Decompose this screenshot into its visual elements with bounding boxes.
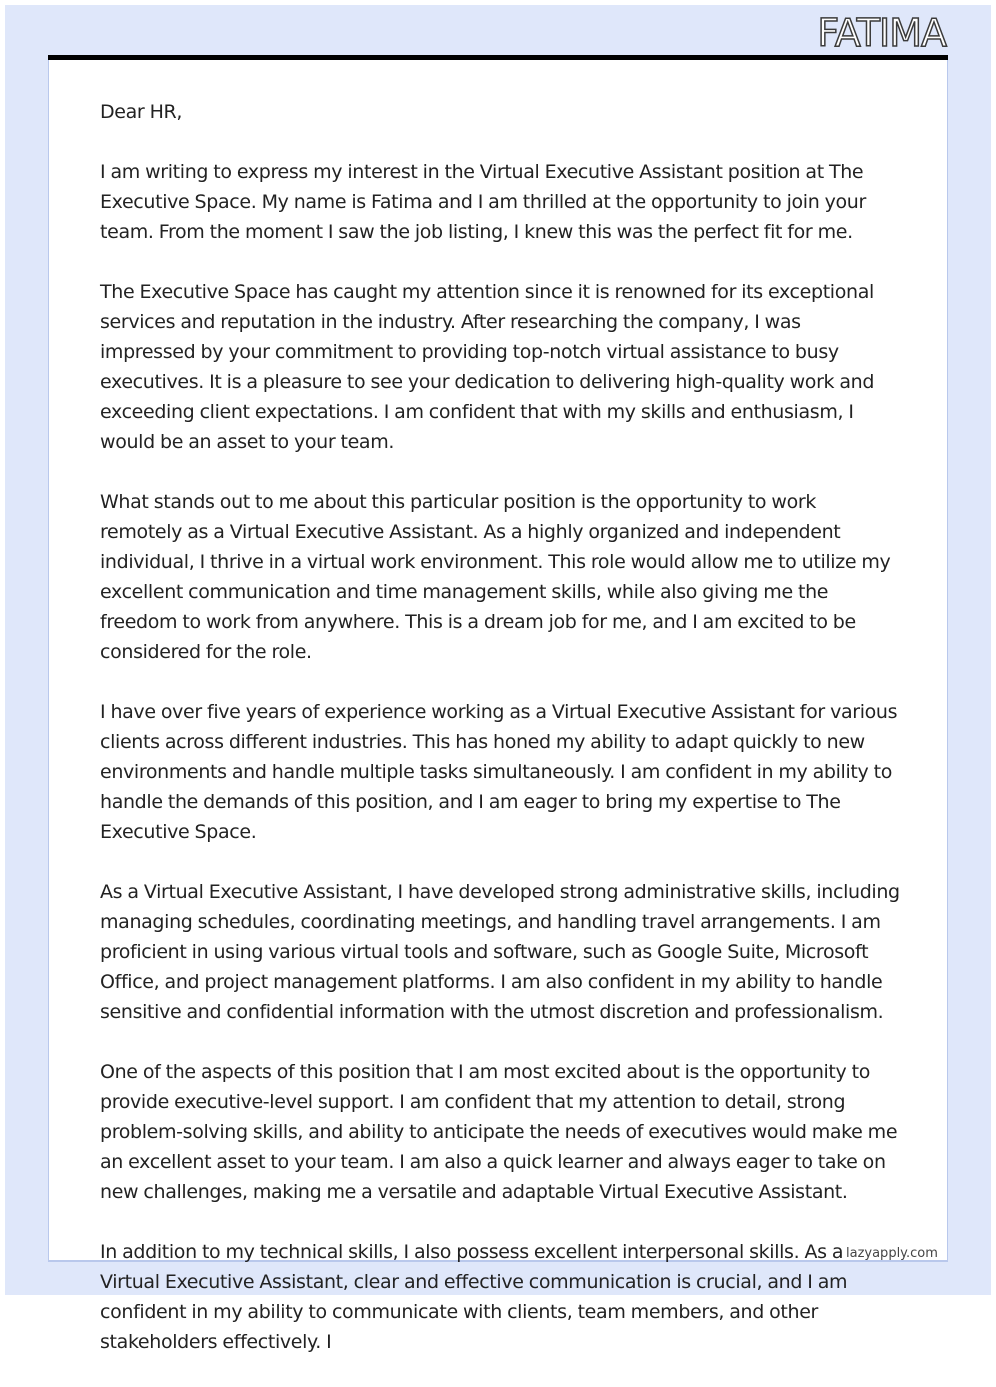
paragraph-4: I have over five years of experience working as a Virtual Executive Assistant for various clients across different industries. This has honed my ability to adapt quickly to new environments and handle multiple tasks simultaneously. I am confident in my ability to handle the demands of this position, and I am eager to bring my expertise to The Executive Space. — [100, 701, 898, 843]
footer-brand: lazyapply.com — [846, 1246, 938, 1261]
letter-body — [100, 97, 900, 1387]
paragraph-5: As a Virtual Executive Assistant, I have developed strong administrative skills, including managing schedules, coordinating meetings, and handling travel arrangements. I am proficient in using various virtual tools and software, such as Google Suite, Microsoft Office, and project management platforms. I am also confident in my ability to handle sensitive and confidential information with the utmost discretion and professionalism. — [100, 881, 900, 1023]
paragraph-7: In addition to my technical skills, I also possess excellent interpersonal skills. As a Virtual Executive Assistant, clear and effective communication is crucial, and I am confident in my ability to communicate with clients, team members, and other stakeholders effectively. I — [100, 1241, 848, 1353]
salutation: Dear HR, — [100, 101, 183, 123]
paragraph-2: The Executive Space has caught my attention since it is renowned for its exceptional services and reputation in the industry. After researching the company, I was impressed by your commitment to providing top-notch virtual assistance to busy executives. It is a pleasure to see your dedication to delivering high-quality work and exceeding client expectations. I am confident that with my skills and enthusiasm, I would be an asset to your team. — [100, 281, 875, 453]
paragraph-6: One of the aspects of this position that I am most excited about is the opportunity to provide executive-level support. I am confident that my attention to detail, strong problem-solving skills, and ability to anticipate the needs of executives would make me an excellent asset to your team. I am also a quick learner and always eager to take on new challenges, making me a versatile and adaptable Virtual Executive Assistant. — [100, 1061, 898, 1203]
paragraph-1: I am writing to express my interest in the Virtual Executive Assistant position at The Executive Space. My name is Fatima and I am thrilled at the opportunity to join your team. From the moment I saw the job listing, I knew this was the perfect fit for me. — [100, 161, 866, 243]
header-name: FATIMA — [817, 11, 946, 55]
paragraph-3: What stands out to me about this particular position is the opportunity to work remotely as a Virtual Executive Assistant. As a highly organized and independent individual, I thrive in a virtual work environment. This role would allow me to utilize my excellent communication and time management skills, while also giving me the freedom to work from anywhere. This is a dream job for me, and I am excited to be considered for the role. — [100, 491, 891, 663]
